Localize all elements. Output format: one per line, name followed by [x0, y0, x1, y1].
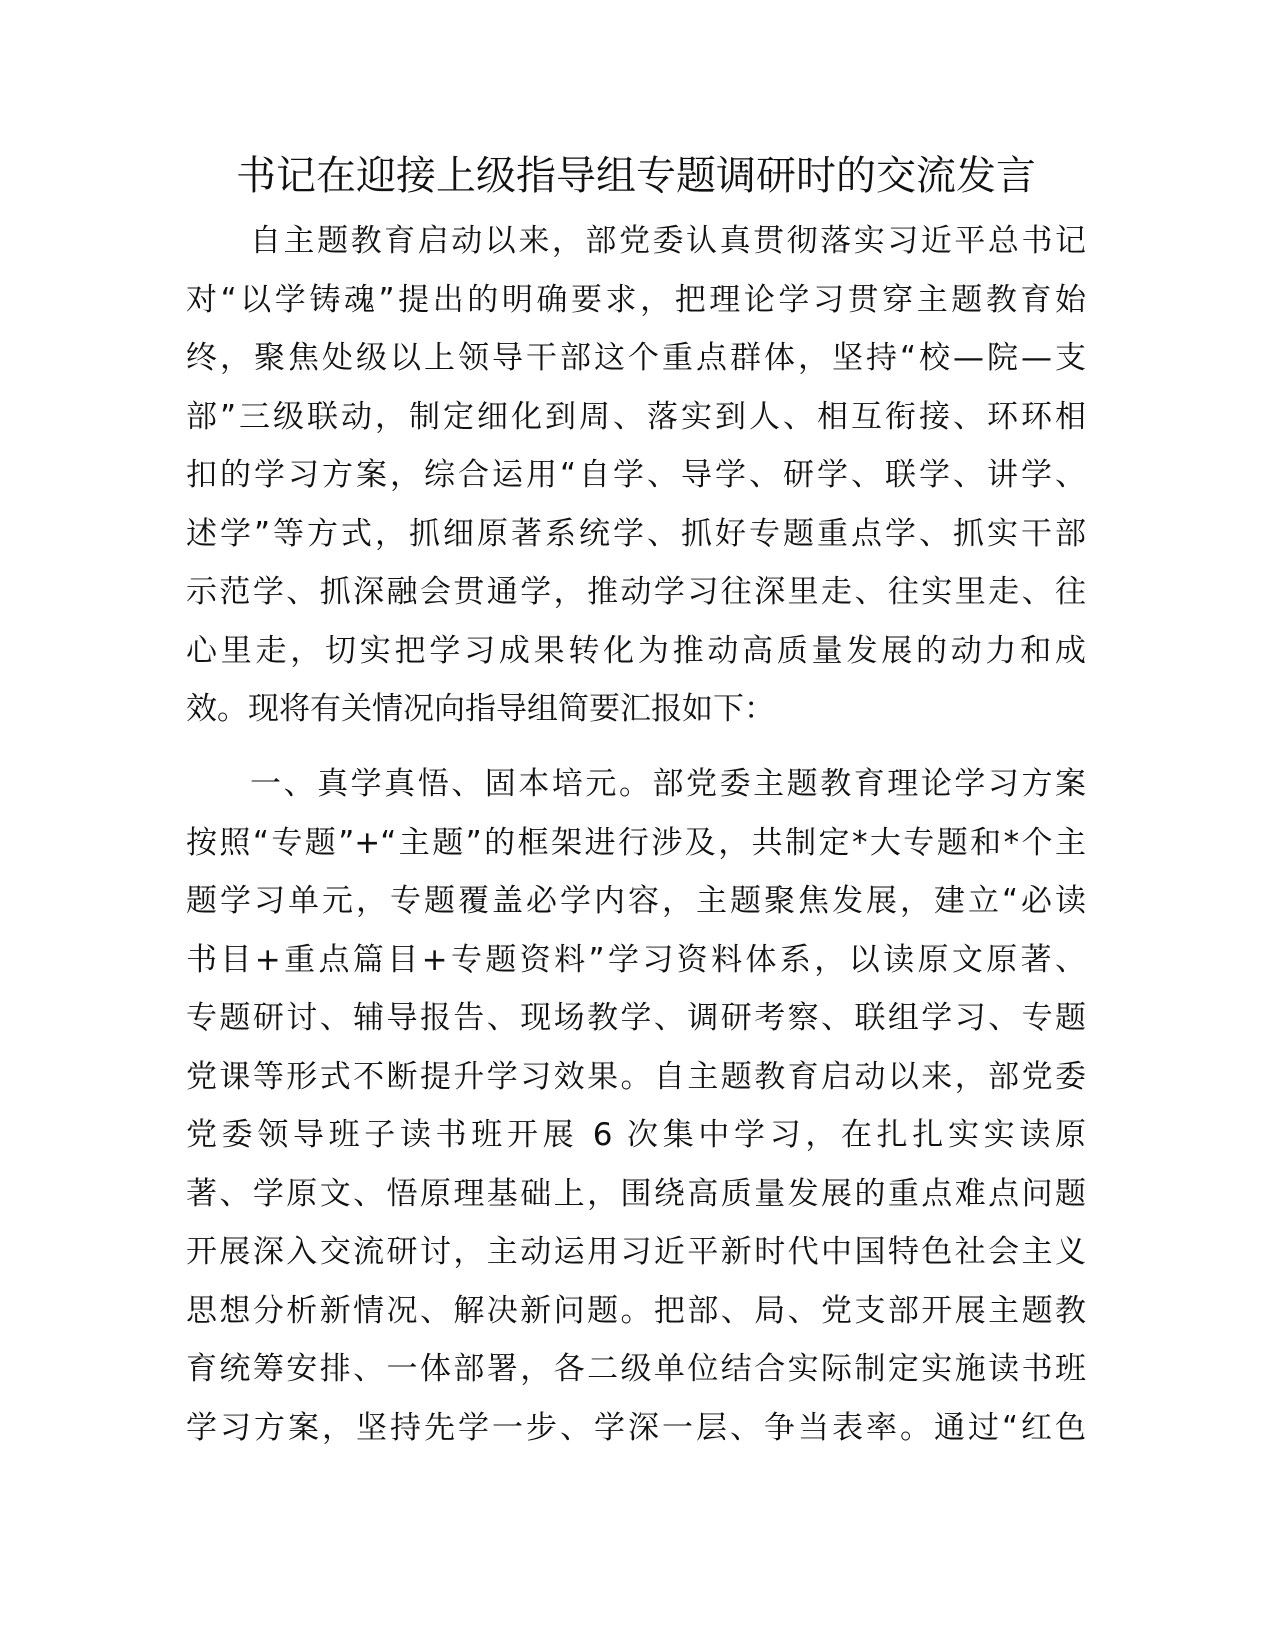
- text-line: 一、真学真悟、固本培元。部党委主题教育理论学习方案: [250, 766, 1086, 802]
- text-line: 示范学、抓深融会贯通学，推动学习往深里走、往实里走、往: [186, 574, 1086, 610]
- text-line: 著、学原文、悟原理基础上，围绕高质量发展的重点难点问题: [186, 1175, 1086, 1212]
- text-line: 扣的学习方案，综合运用“自学、导学、研学、联学、讲学、: [186, 457, 1086, 493]
- text-line: 自主题教育启动以来，部党委认真贯彻落实习近平总书记: [250, 223, 1086, 259]
- text-line: 开展深入交流研讨，主动运用习近平新时代中国特色社会主义: [186, 1234, 1086, 1270]
- text-line: 思想分析新情况、解决新问题。把部、局、党支部开展主题教: [186, 1292, 1086, 1329]
- text-line: 终，聚焦处级以上领导干部这个重点群体，坚持“校—院—支: [186, 340, 1086, 376]
- text-line: 专题研讨、辅导报告、现场教学、调研考察、联组学习、专题: [186, 1000, 1086, 1036]
- text-line: 书目+重点篇目+专题资料”学习资料体系，以读原文原著、: [186, 941, 1086, 978]
- text-line: 心里走，切实把学习成果转化为推动高质量发展的动力和成: [186, 632, 1086, 669]
- text-line: 按照“专题”+“主题”的框架进行涉及，共制定*大专题和*个主: [186, 824, 1086, 861]
- text-line: 题学习单元，专题覆盖必学内容，主题聚焦发展，建立“必读: [186, 883, 1086, 919]
- text-line: 效。现将有关情况向指导组简要汇报如下：: [186, 691, 775, 727]
- text-line: 述学”等方式，抓细原著系统学、抓好专题重点学、抓实干部: [186, 515, 1086, 552]
- text-line: 对“以学铸魂”提出的明确要求，把理论学习贯穿主题教育始: [186, 281, 1086, 318]
- document-title: 书记在迎接上级指导组专题调研时的交流发言: [236, 153, 1036, 199]
- text-line: 党课等形式不断提升学习效果。自主题教育启动以来，部党委: [186, 1058, 1086, 1095]
- text-line: 党委领导班子读书班开展 6 次集中学习，在扎扎实实读原: [186, 1117, 1086, 1153]
- text-line: 部”三级联动，制定细化到周、落实到人、相互衔接、环环相: [186, 398, 1086, 435]
- text-line: 育统筹安排、一体部署，各二级单位结合实际制定实施读书班: [186, 1351, 1086, 1387]
- paragraph-section-one: [186, 755, 1086, 1457]
- paragraph-intro: [186, 212, 1086, 739]
- text-line: 学习方案，坚持先学一步、学深一层、争当表率。通过“红色: [186, 1409, 1086, 1446]
